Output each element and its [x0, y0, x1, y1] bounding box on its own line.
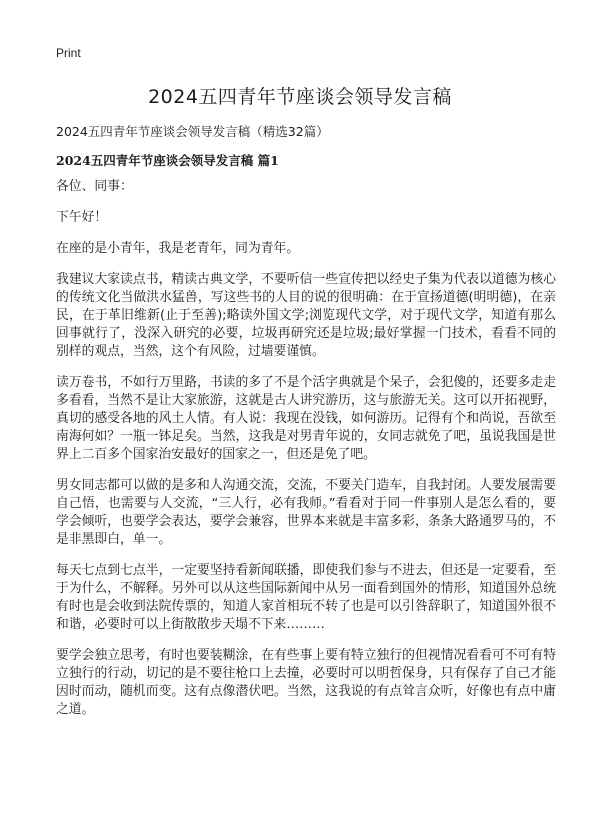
paragraph-salutation: 下午好！ [56, 210, 108, 225]
paragraph-news: 每天七点到七点半，一定要坚持看新闻联播，即使我们参与不进去，但还是一定要看，至于为什么，不解释。另外可以从这些国际新闻中从另一面看到国外的情形，知道国外总统有时也是会收到法院传票的，知道人家首相玩不转了也是可以引咎辞职了，知道国外很不和谐，必要时可以上街散散步天塌不下来……… [56, 563, 556, 632]
paragraph-communication: 男女同志都可以做的是多和人沟通交流，交流，不要关门造车，自我封闭。人要发展需要自己悟，也需要与人交流，“三人行，必有我师。”看看对于同一件事别人是怎么看的，要学会倾听，也要学会表达，要学会兼容，世界本来就是丰富多彩，条条大路通罗马的，不是非黑即白，单一。 [56, 478, 556, 547]
section-heading: 2024五四青年节座谈会领导发言稿 篇1 [56, 153, 279, 168]
paragraph-travel: 读万卷书，不如行万里路，书读的多了不是个活字典就是个呆子，会犯傻的，还要多走走多看看，当然不是让大家旅游，这就是古人讲究游历，这与旅游无关。这可以开拓视野，真切的感受各地的风土人情。有人说：我现在没钱，如何游历。记得有个和尚说，吾欲至南海何如？一瓶一钵足矣。当然，这我是对男青年说的，女同志就免了吧，虽说我国是世界上二百多个国家治安最好的国家之一，但还是免了吧。 [56, 375, 556, 462]
paragraph-intro: 在座的是小青年，我是老青年，同为青年。 [56, 241, 300, 256]
paragraph-independent-thinking: 要学会独立思考，有时也要装糊涂，在有些事上要有特立独行的但视情况看看可不可有特立独行的行动，切记的是不要往枪口上去撞，必要时可以明哲保身，只有保存了自己才能因时而动，随机而变。这有点像潜伏吧。当然，这我说的有点耸言众听，好像也有点中庸之道。 [56, 648, 556, 717]
paragraph-reading: 我建议大家读点书，精读古典文学，不要听信一些宣传把以经史子集为代表以道德为核心的传统文化当做洪水猛兽，写这些书的人目的说的很明确：在于宣扬道德(明明德)，在亲民，在于革旧维新(止于至善);略读外国文学;浏览现代文学，对于现代文学，知道有那么回事就行了，没深入研究的必要，垃圾再研究还是垃圾;最好掌握一门技术，看看不同的别样的观点，当然，这个有风险，过墙要谨慎。 [56, 272, 556, 359]
document-body [56, 178, 556, 732]
page-title: 2024五四青年节座谈会领导发言稿 [148, 86, 452, 108]
print-link[interactable]: Print [56, 46, 81, 60]
paragraph-greeting: 各位、同事： [56, 179, 133, 194]
document-subtitle: 2024五四青年节座谈会领导发言稿（精选32篇） [56, 124, 329, 139]
